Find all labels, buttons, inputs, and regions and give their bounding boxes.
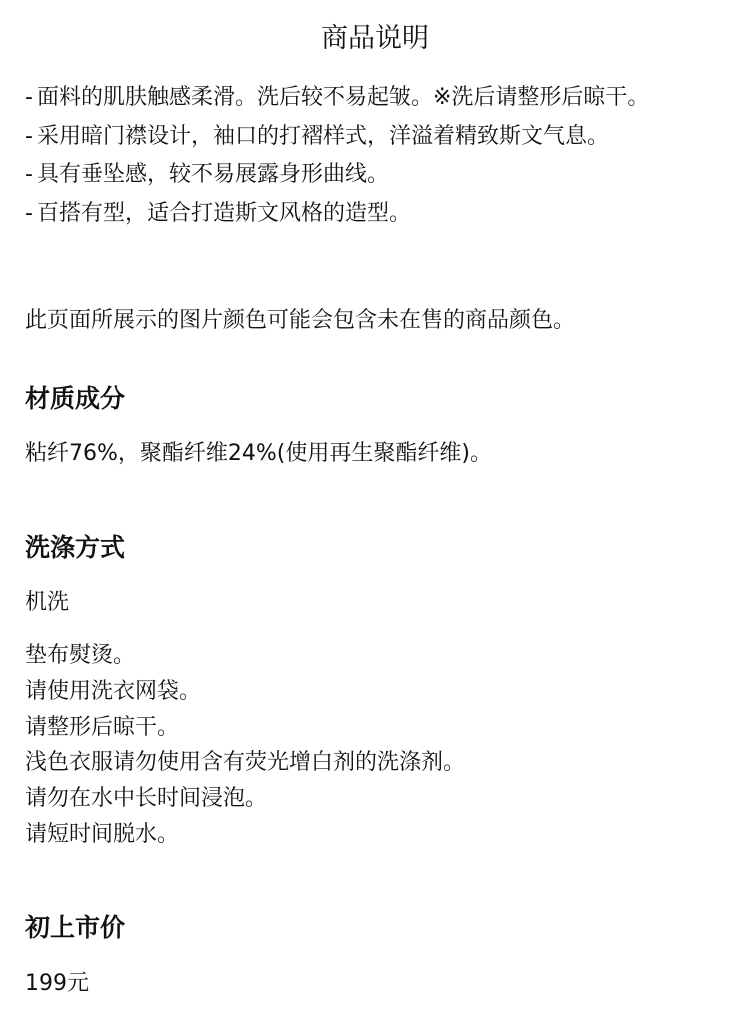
care-instruction: 请短时间脱水。 (25, 821, 180, 847)
feature-item (25, 79, 730, 118)
material-text: 粘纤76%，聚酯纤维24%(使用再生聚酯纤维)。 (25, 441, 492, 466)
price-value: 199元 (25, 971, 89, 996)
bullet-dash: - (25, 162, 33, 187)
care-instruction: 请使用洗衣网袋。 (25, 678, 202, 704)
care-instruction: 浅色衣服请勿使用含有荧光增白剂的洗涤剂。 (25, 750, 466, 776)
feature-item (25, 195, 730, 234)
feature-text: 面料的肌肤触感柔滑。洗后较不易起皱。※洗后请整形后晾干。 (37, 85, 650, 110)
feature-text: 采用暗门襟设计，袖口的打褶样式，洋溢着精致斯文气息。 (37, 123, 610, 149)
bullet-dash: - (25, 200, 33, 226)
feature-item (25, 118, 730, 157)
care-instruction: 垫布熨烫。 (25, 643, 136, 668)
bullet-dash: - (25, 123, 33, 149)
color-note: 此页面所展示的图片颜色可能会包含未在售的商品颜色。 (25, 308, 576, 333)
feature-text: 百搭有型，适合打造斯文风格的造型。 (37, 200, 412, 226)
feature-list (25, 79, 730, 233)
care-instruction: 请勿在水中长时间浸泡。 (25, 786, 268, 812)
price-heading: 初上市价 (25, 913, 126, 942)
feature-text: 具有垂坠感，较不易展露身形曲线。 (37, 162, 390, 187)
care-method: 机洗 (25, 590, 70, 615)
page-title: 商品说明 (321, 23, 429, 54)
feature-item (25, 156, 730, 195)
care-instruction: 请整形后晾干。 (25, 714, 180, 740)
care-instructions-list (25, 638, 730, 853)
material-heading: 材质成分 (25, 384, 126, 413)
bullet-dash: - (25, 85, 33, 110)
care-heading: 洗涤方式 (25, 533, 126, 562)
